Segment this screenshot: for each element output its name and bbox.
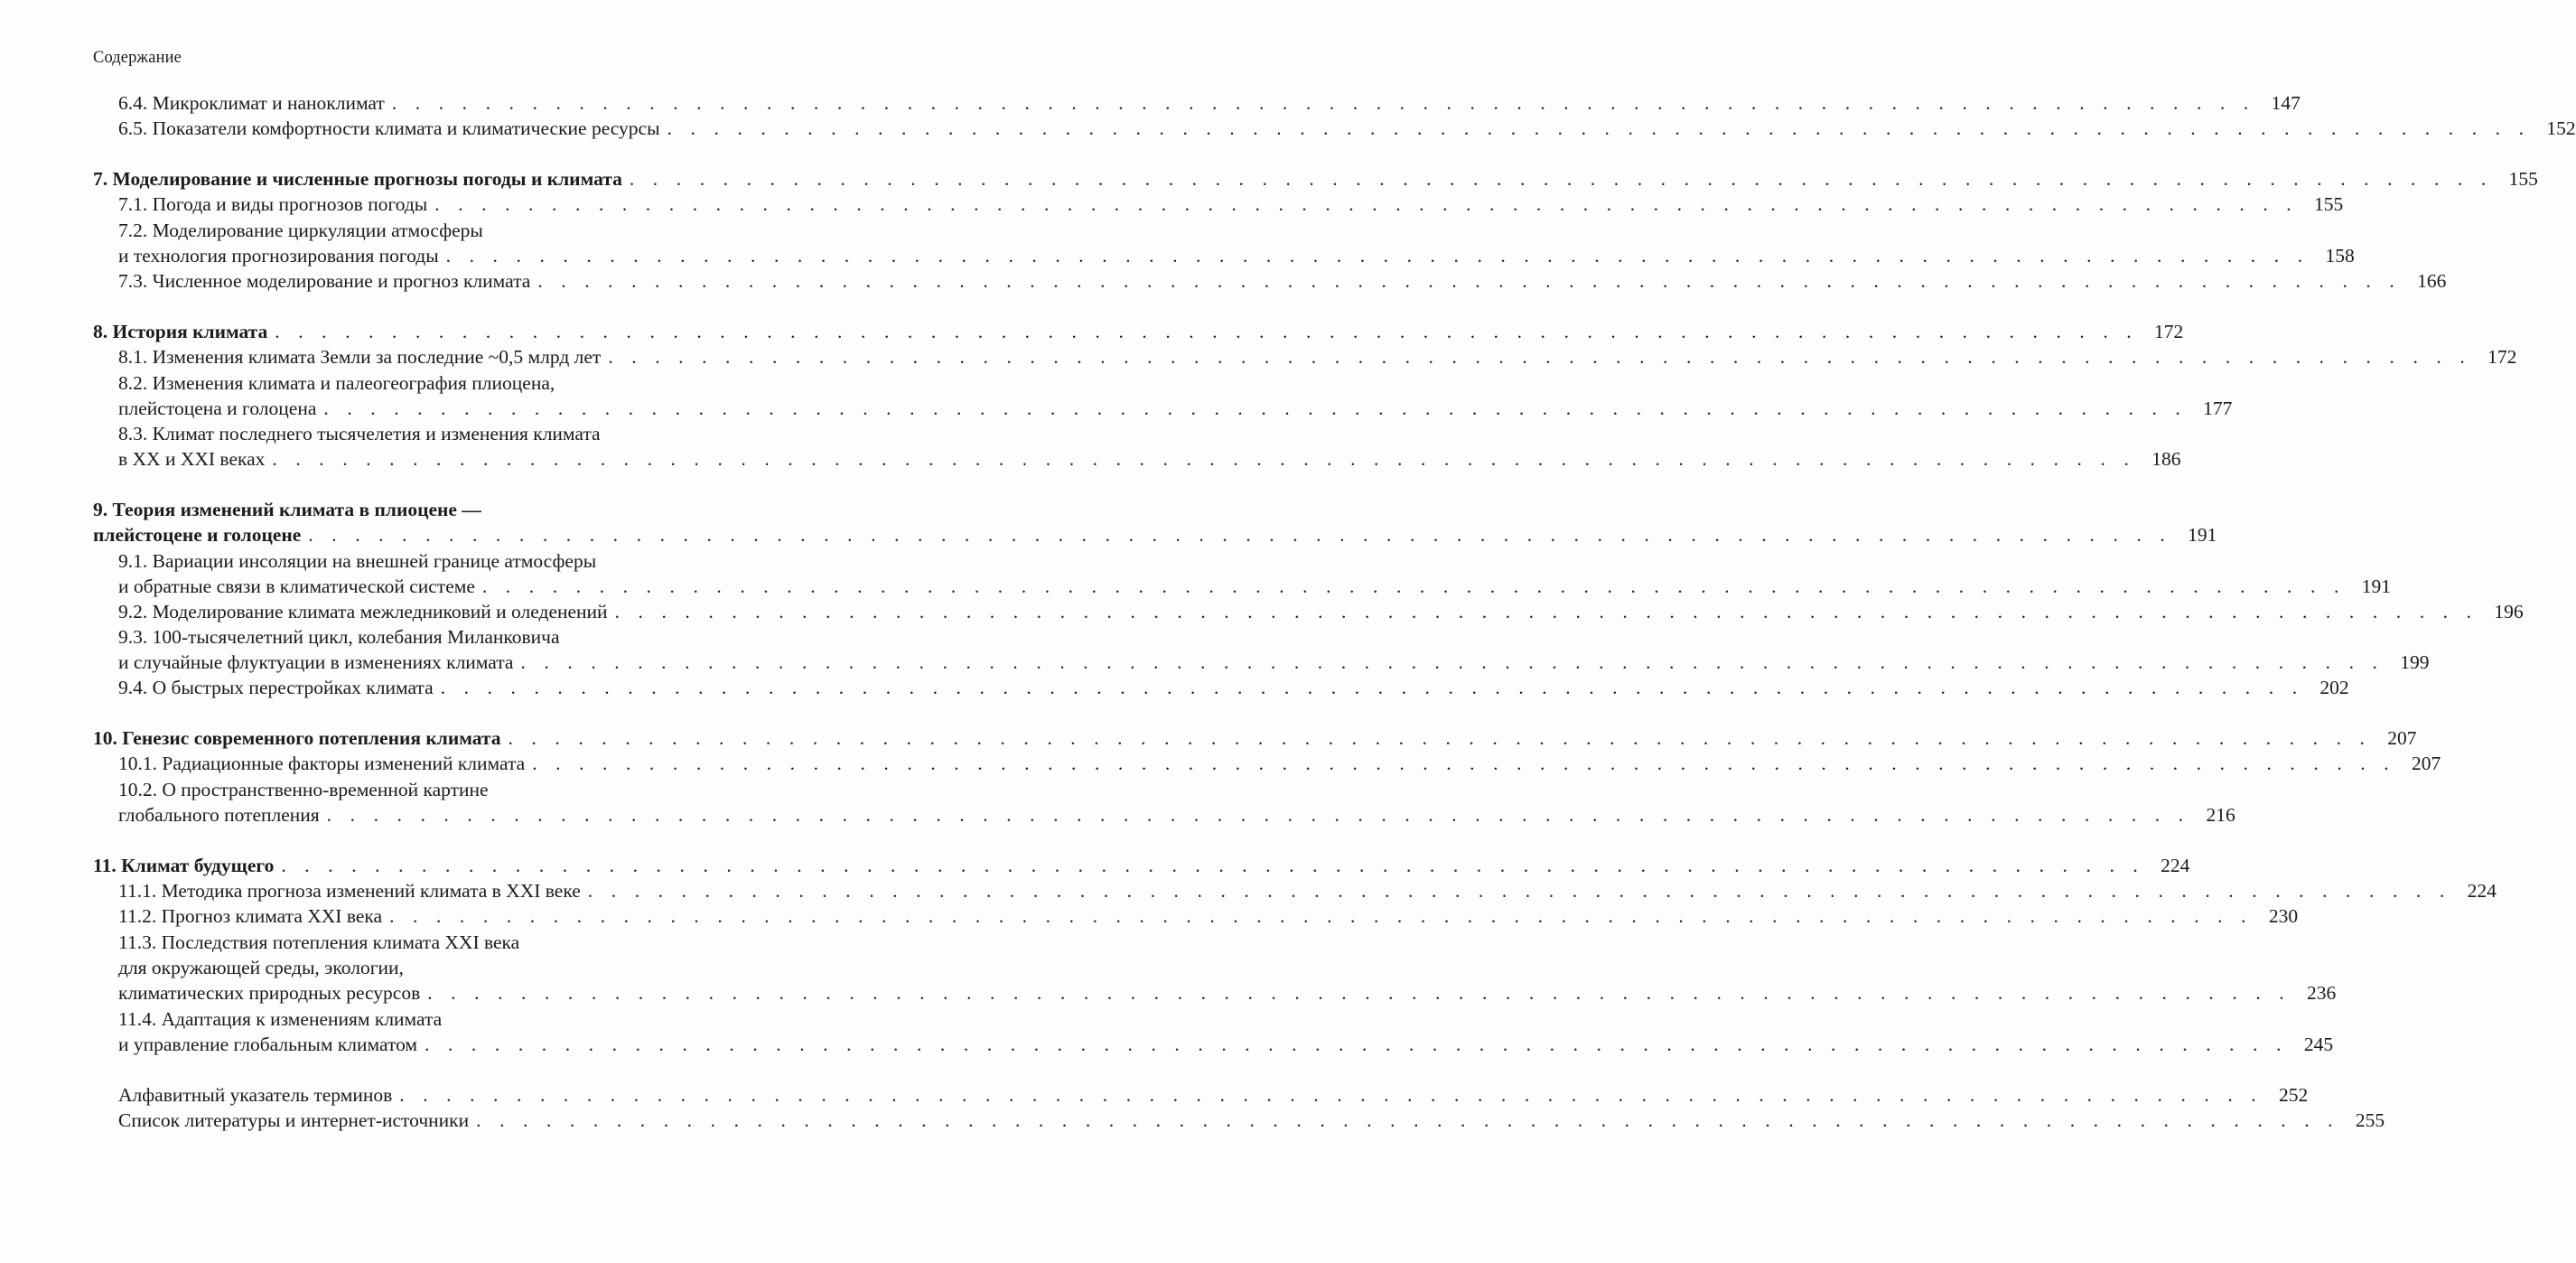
toc-entry-title: 6.5. Показатели комфортности климата и климатические ресурсы — [118, 117, 660, 139]
toc-chapter-entry — [93, 319, 2184, 344]
toc-entry-title: и технология прогнозирования погоды — [118, 245, 439, 267]
toc-entry — [118, 421, 798, 446]
toc-leader-dots: . . . . . . . . . . . . . . . . . . . . . . . . . . . . . . . . . . . . . . . . . . . . . . . . . . . . . . . . . . . . . . . . . . . . . . . . . . . . . . . . — [587, 880, 2451, 902]
toc-page-number: 177 — [2203, 398, 2233, 419]
toc-entry-title: 10. Генезис современного потепления климата — [93, 727, 501, 749]
toc-leader-dots: . . . . . . . . . . . . . . . . . . . . . . . . . . . . . . . . . . . . . . . . . . . . . . . . . . . . . . . . . . . . . . . . . . . . . . . . . . . . . . . . — [308, 524, 2172, 546]
toc-entry — [118, 650, 2430, 675]
toc-leader-dots: . . . . . . . . . . . . . . . . . . . . . . . . . . . . . . . . . . . . . . . . . . . . . . . . . . . . . . . . . . . . . . . . . . . . . . . . . . . . . . . . — [629, 168, 2493, 190]
toc-entry — [118, 675, 2349, 700]
toc-entry-title: в XX и XXI веках — [118, 448, 266, 470]
toc-leader-dots: . . . . . . . . . . . . . . . . . . . . . . . . . . . . . . . . . . . . . . . . . . . . . . . . . . . . . . . . . . . . . . . . . . . . . . . . . . . . . . . . — [323, 398, 2188, 419]
toc-entry-title: плейстоцена и голоцена — [118, 398, 317, 419]
toc-entry-title: плейстоцене и голоцене — [93, 524, 302, 546]
toc-leader-dots: . . . . . . . . . . . . . . . . . . . . . . . . . . . . . . . . . . . . . . . . . . . . . . . . . . . . . . . . . . . . . . . . . . . . . . . . . . . . . . . . — [275, 321, 2139, 342]
toc-entry-title: Алфавитный указатель терминов — [118, 1084, 393, 1106]
toc-leader-dots: . . . . . . . . . . . . . . . . . . . . . . . . . . . . . . . . . . . . . . . . . . . . . . . . . . . . . . . . . . . . . . . . . . . . . . . . . . . . . . . . — [520, 651, 2385, 673]
toc-entry-title: климатических природных ресурсов — [118, 982, 421, 1004]
toc-leader-dots: . . . . . . . . . . . . . . . . . . . . . . . . . . . . . . . . . . . . . . . . . . . . . . . . . . . . . . . . . . . . . . . . . . . . . . . . . . . . . . . . — [481, 575, 2346, 597]
toc-entry-title: 9.3. 100-тысячелетний цикл, колебания Миланковича — [118, 626, 560, 648]
toc-leader-dots: . . . . . . . . . . . . . . . . . . . . . . . . . . . . . . . . . . . . . . . . . . . . . . . . . . . . . . . . . . . . . . . . . . . . . . . . . . . . . . . . — [508, 727, 2372, 749]
toc-entry — [118, 802, 2235, 828]
toc-page-number: 216 — [2206, 804, 2235, 826]
toc-entry — [118, 624, 798, 650]
toc-entry — [118, 980, 2337, 1006]
toc-entry — [118, 396, 2233, 421]
toc-page-number: 191 — [2188, 524, 2217, 546]
toc-entry-title: Список литературы и интернет-источники — [118, 1109, 470, 1131]
toc-entry-title: 8.2. Изменения климата и палеогеография плиоцена, — [118, 372, 555, 394]
toc-leader-dots: . . . . . . . . . . . . . . . . . . . . . . . . . . . . . . . . . . . . . . . . . . . . . . . . . . . . . . . . . . . . . . . . . . . . . . . . . . . . . . . . — [391, 92, 2255, 114]
toc-entry-title: 7.1. Погода и виды прогнозов погоды — [118, 193, 428, 215]
toc-entry-title: и обратные связи в климатической системе — [118, 575, 475, 597]
toc-entry — [118, 243, 2355, 268]
toc-entry — [118, 955, 798, 980]
toc-page-number: 202 — [2319, 677, 2349, 698]
toc-page-number: 252 — [2279, 1084, 2309, 1106]
toc-entry — [118, 370, 798, 396]
toc-entry-title: 7.2. Моделирование циркуляции атмосферы — [118, 220, 483, 241]
toc-entry-title: 9.1. Вариации инсоляции на внешней границе атмосферы — [118, 550, 597, 572]
toc-leader-dots: . . . . . . . . . . . . . . . . . . . . . . . . . . . . . . . . . . . . . . . . . . . . . . . . . . . . . . . . . . . . . . . . . . . . . . . . . . . . . . . . — [389, 905, 2254, 927]
toc-page-number: 207 — [2411, 753, 2441, 774]
toc-entry-title: 6.4. Микроклимат и наноклимат — [118, 92, 385, 114]
toc-leader-dots: . . . . . . . . . . . . . . . . . . . . . . . . . . . . . . . . . . . . . . . . . . . . . . . . . . . . . . . . . . . . . . . . . . . . . . . . . . . . . . . . — [427, 982, 2291, 1004]
toc-page-number: 155 — [2508, 168, 2538, 190]
toc-page-number: 158 — [2325, 245, 2355, 267]
toc-leader-dots: . . . . . . . . . . . . . . . . . . . . . . . . . . . . . . . . . . . . . . . . . . . . . . . . . . . . . . . . . . . . . . . . . . . . . . . . . . . . . . . . — [608, 346, 2472, 368]
toc-page-number: 196 — [2494, 601, 2524, 622]
toc-entry-title: 10.2. О пространственно-временной картине — [118, 779, 489, 800]
toc-leader-dots: . . . . . . . . . . . . . . . . . . . . . . . . . . . . . . . . . . . . . . . . . . . . . . . . . . . . . . . . . . . . . . . . . . . . . . . . . . . . . . . . — [434, 193, 2299, 215]
toc-leader-dots: . . . . . . . . . . . . . . . . . . . . . . . . . . . . . . . . . . . . . . . . . . . . . . . . . . . . . . . . . . . . . . . . . . . . . . . . . . . . . . . . — [272, 448, 2136, 470]
toc-entry — [118, 446, 2181, 472]
toc-page-number: 236 — [2307, 982, 2337, 1004]
toc-page-number: 191 — [2361, 575, 2391, 597]
toc-entry — [118, 218, 798, 243]
toc-leader-dots: . . . . . . . . . . . . . . . . . . . . . . . . . . . . . . . . . . . . . . . . . . . . . . . . . . . . . . . . . . . . . . . . . . . . . . . . . . . . . . . . — [326, 804, 2190, 826]
toc-leader-dots: . . . . . . . . . . . . . . . . . . . . . . . . . . . . . . . . . . . . . . . . . . . . . . . . . . . . . . . . . . . . . . . . . . . . . . . . . . . . . . . . — [440, 677, 2304, 698]
toc-entry — [118, 903, 2299, 929]
toc-entry — [118, 930, 798, 955]
toc-entry — [118, 751, 2441, 776]
toc-page-number: 186 — [2151, 448, 2181, 470]
toc-leader-dots: . . . . . . . . . . . . . . . . . . . . . . . . . . . . . . . . . . . . . . . . . . . . . . . . . . . . . . . . . . . . . . . . . . . . . . . . . . . . . . . . — [425, 1034, 2289, 1055]
toc-chapter-entry — [93, 853, 2190, 878]
toc-chapter-entry — [93, 497, 798, 522]
toc-entry-title: 10.1. Радиационные факторы изменений климата — [118, 753, 526, 774]
toc-entry-title: 11.1. Методика прогноза изменений климата в XXI веке — [118, 880, 581, 902]
toc-leader-dots: . . . . . . . . . . . . . . . . . . . . . . . . . . . . . . . . . . . . . . . . . . . . . . . . . . . . . . . . . . . . . . . . . . . . . . . . . . . . . . . . — [281, 855, 2145, 876]
toc-entry — [118, 1082, 2309, 1108]
running-header: Содержание — [93, 49, 182, 67]
toc-entry-title: 8. История климата — [93, 321, 268, 342]
toc-entry-title: 9.4. О быстрых перестройках климата — [118, 677, 434, 698]
toc-page-number: 207 — [2387, 727, 2417, 749]
toc-page-number: 224 — [2467, 880, 2497, 902]
toc-page-number: 224 — [2161, 855, 2190, 876]
toc-page-number: 166 — [2417, 270, 2447, 292]
toc-entry — [118, 777, 798, 802]
toc-page-number: 155 — [2314, 193, 2344, 215]
toc-entry-title: 9. Теория изменений климата в плиоцене — — [93, 499, 481, 520]
toc-entry — [118, 344, 2517, 370]
toc-entry — [118, 116, 2576, 141]
toc-entry-title: 11.2. Прогноз климата XXI века — [118, 905, 383, 927]
toc-page-number: 172 — [2487, 346, 2517, 368]
toc-entry-title: и управление глобальным климатом — [118, 1034, 418, 1055]
toc-entry — [118, 1032, 2334, 1057]
toc-entry — [118, 268, 2447, 294]
toc-entry — [118, 599, 2524, 624]
toc-entry-title: и случайные флуктуации в изменениях климата — [118, 651, 514, 673]
toc-entry — [118, 192, 2344, 217]
toc-entry-title: 8.3. Климат последнего тысячелетия и изменения климата — [118, 423, 601, 444]
toc-entry-title: глобального потепления — [118, 804, 320, 826]
toc-entry — [118, 878, 2497, 903]
toc-entry-title: 7.3. Численное моделирование и прогноз климата — [118, 270, 531, 292]
toc-entry-title: 9.2. Моделирование климата межледниковий и оледенений — [118, 601, 608, 622]
toc-page-number: 245 — [2303, 1034, 2334, 1055]
toc-page-number: 147 — [2271, 92, 2301, 114]
toc-entry — [118, 574, 2391, 599]
toc-entry — [118, 1006, 798, 1032]
toc-entry — [118, 90, 2301, 116]
toc-chapter-entry — [93, 166, 2538, 192]
toc-leader-dots: . . . . . . . . . . . . . . . . . . . . . . . . . . . . . . . . . . . . . . . . . . . . . . . . . . . . . . . . . . . . . . . . . . . . . . . . . . . . . . . . — [399, 1084, 2263, 1106]
toc-leader-dots: . . . . . . . . . . . . . . . . . . . . . . . . . . . . . . . . . . . . . . . . . . . . . . . . . . . . . . . . . . . . . . . . . . . . . . . . . . . . . . . . — [476, 1109, 2340, 1131]
toc-entry — [118, 1108, 2385, 1133]
toc-leader-dots: . . . . . . . . . . . . . . . . . . . . . . . . . . . . . . . . . . . . . . . . . . . . . . . . . . . . . . . . . . . . . . . . . . . . . . . . . . . . . . . . — [532, 753, 2396, 774]
toc-leader-dots: . . . . . . . . . . . . . . . . . . . . . . . . . . . . . . . . . . . . . . . . . . . . . . . . . . . . . . . . . . . . . . . . . . . . . . . . . . . . . . . . — [614, 601, 2478, 622]
toc-page-number: 199 — [2400, 651, 2430, 673]
toc-entry-title: 11.3. Последствия потепления климата XXI века — [118, 931, 520, 953]
toc-entry-title: 11.4. Адаптация к изменениям климата — [118, 1008, 443, 1030]
toc-entry-title: 7. Моделирование и численные прогнозы погоды и климата — [93, 168, 622, 190]
toc-chapter-entry — [93, 725, 2417, 751]
toc-entry — [118, 548, 798, 574]
toc-page-number: 172 — [2154, 321, 2184, 342]
toc-page-number: 230 — [2268, 905, 2299, 927]
toc-page-number: 255 — [2355, 1109, 2385, 1131]
toc-page-number: 152 — [2546, 117, 2576, 139]
toc-entry-title: для окружающей среды, экологии, — [118, 957, 404, 978]
toc-leader-dots: . . . . . . . . . . . . . . . . . . . . . . . . . . . . . . . . . . . . . . . . . . . . . . . . . . . . . . . . . . . . . . . . . . . . . . . . . . . . . . . . — [667, 117, 2531, 139]
toc-chapter-entry — [93, 522, 2217, 547]
toc-entry-title: 8.1. Изменения климата Земли за последние ~0,5 млрд лет — [118, 346, 602, 368]
toc-leader-dots: . . . . . . . . . . . . . . . . . . . . . . . . . . . . . . . . . . . . . . . . . . . . . . . . . . . . . . . . . . . . . . . . . . . . . . . . . . . . . . . . — [537, 270, 2402, 292]
toc-entry-title: 11. Климат будущего — [93, 855, 275, 876]
toc-leader-dots: . . . . . . . . . . . . . . . . . . . . . . . . . . . . . . . . . . . . . . . . . . . . . . . . . . . . . . . . . . . . . . . . . . . . . . . . . . . . . . . . — [445, 245, 2310, 267]
